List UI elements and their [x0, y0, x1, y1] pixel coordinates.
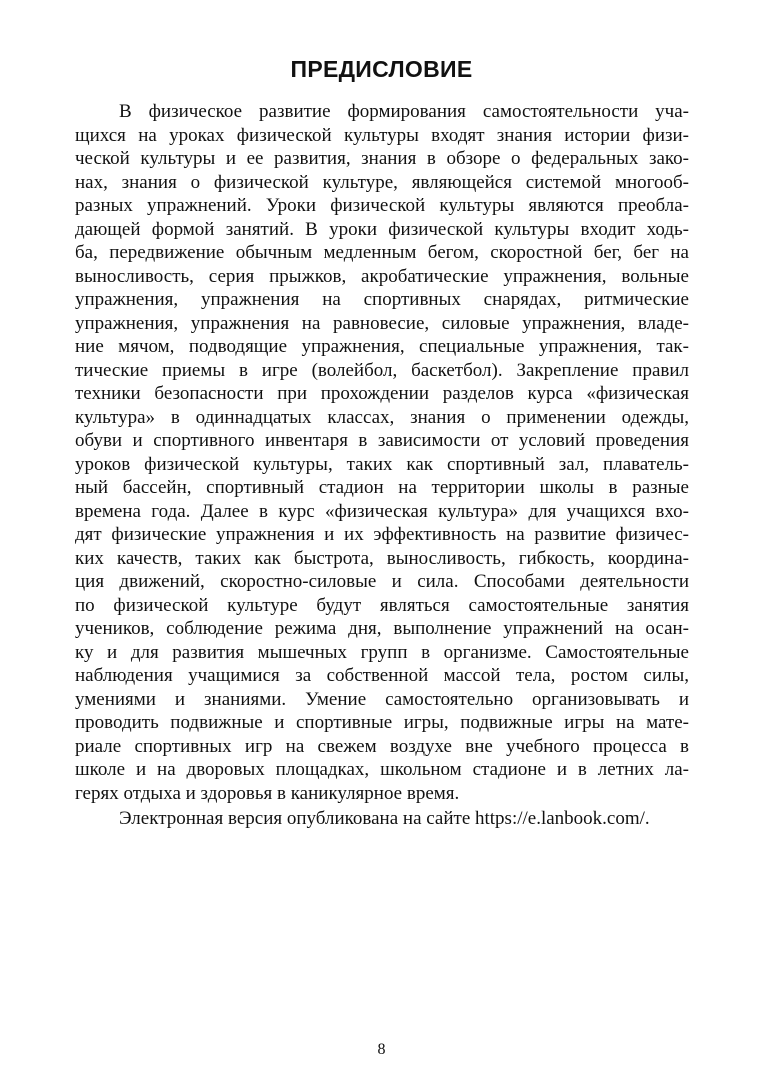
paragraph-line: ку и для развития мышечных групп в организме. Самостоятельные	[75, 641, 689, 663]
paragraph-line: школе и на дворовых площадках, школьном стадионе и в летних ла-	[75, 759, 689, 780]
paragraph-line: дающей формой занятий. В уроки физической культуры входит ходь-	[75, 218, 689, 240]
paragraph-line: тические приемы в игре (волейбол, баскетбол). Закрепление правил	[75, 359, 689, 381]
paragraph-line: наблюдения учащимися за собственной массой тела, ростом силы,	[75, 665, 689, 686]
page-title: ПРЕДИСЛОВИЕ	[290, 56, 473, 82]
paragraph-line: ческой культуры и ее развития, знания в обзоре о федеральных зако-	[75, 148, 689, 169]
paragraph-line: упражнения, упражнения на равновесие, силовые упражнения, владе-	[75, 312, 689, 334]
paragraph-line: культура» в одиннадцатых классах, знания о применении одежды,	[75, 406, 689, 428]
paragraph-line: дят физические упражнения и их эффективность на развитие физичес-	[75, 524, 689, 545]
electronic-version-note: Электронная версия опубликована на сайте https://e.lanbook.com/.	[119, 808, 650, 829]
page-number: 8	[377, 1041, 386, 1058]
paragraph-line: упражнения, упражнения на спортивных снарядах, ритмические	[75, 289, 689, 310]
paragraph-line: обуви и спортивного инвентаря в зависимости от условий проведения	[75, 430, 689, 451]
paragraph-line: нах, знания о физической культуре, являющейся системой многооб-	[75, 171, 689, 193]
paragraph-line: умениями и знаниями. Умение самостоятельно организовывать и	[75, 688, 689, 710]
paragraph-line: ный бассейн, спортивный стадион на территории школы в разные	[75, 477, 689, 498]
paragraph-line: ция движений, скоростно-силовые и сила. Способами деятельности	[75, 571, 689, 592]
paragraph-line: учеников, соблюдение режима дня, выполнение упражнений на осан-	[75, 618, 689, 639]
paragraph-line: проводить подвижные и спортивные игры, подвижные игры на мате-	[75, 712, 689, 733]
paragraph-line: времена года. Далее в курс «физическая культура» для учащихся вхо-	[75, 500, 689, 522]
paragraph-line: техники безопасности при прохождении разделов курса «физическая	[75, 383, 689, 404]
paragraph-line: герях отдыха и здоровья в каникулярное время.	[75, 782, 460, 804]
paragraph-line: выносливость, серия прыжков, акробатические упражнения, вольные	[75, 265, 689, 287]
paragraph-line: В физическое развитие формирования самостоятельности уча-	[119, 101, 689, 122]
paragraph-line: ба, передвижение обычным медленным бегом, скоростной бег, бег на	[75, 242, 689, 263]
paragraph-line: щихся на уроках физической культуры входят знания истории физи-	[75, 124, 689, 146]
paragraph-line: риале спортивных игр на свежем воздухе вне учебного процесса в	[75, 735, 689, 757]
paragraph-line: по физической культуре будут являться самостоятельные занятия	[75, 594, 689, 616]
paragraph-line: уроков физической культуры, таких как спортивный зал, плаватель-	[75, 453, 689, 475]
paragraph-line: ких качеств, таких как быстрота, выносливость, гибкость, координа-	[75, 547, 689, 569]
paragraph-line: разных упражнений. Уроки физической культуры являются преобла-	[75, 195, 689, 216]
preface-paragraph	[75, 100, 689, 805]
paragraph-line: ние мячом, подводящие упражнения, специальные упражнения, так-	[75, 336, 689, 357]
